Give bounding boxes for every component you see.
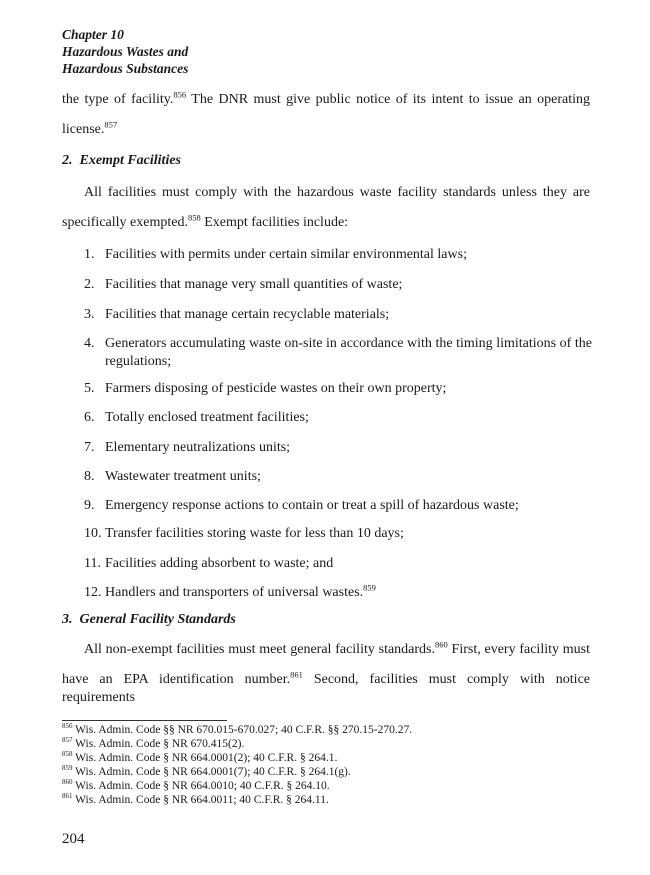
para3-text-d: Second, facilities must comply with notice requirements xyxy=(62,672,590,705)
list-item-number: 1. xyxy=(84,247,95,262)
list-item-text: Facilities that manage certain recyclable materials; xyxy=(105,307,390,322)
section3-number: 3. xyxy=(62,612,73,627)
list-item-number: 10. xyxy=(84,526,102,541)
paragraph-3-line2 xyxy=(62,671,590,707)
list-item-text: Farmers disposing of pesticide wastes on their own property; xyxy=(105,381,447,396)
chapter-header xyxy=(62,26,188,77)
footnote-ref-860[interactable]: 860 xyxy=(435,639,448,650)
paragraph-2-line2 xyxy=(62,214,590,232)
list-item-text: Facilities adding absorbent to waste; and xyxy=(105,556,334,571)
list-item-text: Facilities that manage very small quantities of waste; xyxy=(105,277,403,292)
list-item-text xyxy=(105,584,594,602)
list-item-number: 7. xyxy=(84,440,95,455)
section2-number: 2. xyxy=(62,153,73,168)
para1-text-b: The DNR must give public notice of its intent to issue an operating xyxy=(186,92,590,107)
footnote xyxy=(62,724,412,737)
list-item xyxy=(84,555,594,573)
list-item-text: Elementary neutralizations units; xyxy=(105,440,291,455)
para2-text-b: specifically exempted. xyxy=(62,215,188,230)
list-item-number: 8. xyxy=(84,469,95,484)
list-item-text: Transfer facilities storing waste for less than 10 days; xyxy=(105,526,404,541)
footnote-ref-858[interactable]: 858 xyxy=(187,212,201,223)
section3-title: General Facility Standards xyxy=(79,612,236,627)
section-heading-general-facility-standards xyxy=(62,612,236,628)
chapter-title-line1: Hazardous Wastes and xyxy=(62,44,189,59)
list-item xyxy=(84,335,592,371)
page-number: 204 xyxy=(62,831,85,847)
list-item-number: 3. xyxy=(84,307,95,322)
footnote-number: 861 xyxy=(62,792,73,801)
footnote xyxy=(62,794,329,807)
list-item xyxy=(84,306,594,324)
footnote xyxy=(62,766,351,779)
footnote-number: 858 xyxy=(62,750,73,759)
list-item-text-content: Handlers and transporters of universal wastes. xyxy=(105,585,364,600)
paragraph-3-line1 xyxy=(62,641,590,659)
list-item xyxy=(84,246,594,264)
list-item-text: Emergency response actions to contain or treat a spill of hazardous waste; xyxy=(105,498,519,513)
list-item-number: 12. xyxy=(84,585,102,600)
footnote-text: Wis. Admin. Code § NR 664.0010; 40 C.F.R. § 264.10. xyxy=(72,780,330,792)
list-item-text: Generators accumulating waste on-site in accordance with the timing limitations of the regulations; xyxy=(105,336,592,369)
para1-text-c: license. xyxy=(62,122,105,137)
footnote xyxy=(62,752,337,765)
paragraph-2-line1: All facilities must comply with the hazardous waste facility standards unless they are xyxy=(84,185,590,200)
list-item-text: Wastewater treatment units; xyxy=(105,469,261,484)
list-item xyxy=(84,584,594,602)
footnote-text: Wis. Admin. Code §§ NR 670.015-670.027; 40 C.F.R. §§ 270.15-270.27. xyxy=(72,724,413,736)
list-item xyxy=(84,439,594,457)
list-item-number: 11. xyxy=(84,556,101,571)
section2-title: Exempt Facilities xyxy=(79,153,181,168)
section-heading-exempt-facilities xyxy=(62,153,181,169)
list-item-number: 9. xyxy=(84,498,95,513)
list-item-text: Totally enclosed treatment facilities; xyxy=(105,410,309,425)
footnote-ref-861[interactable]: 861 xyxy=(290,669,303,680)
footnote-number: 860 xyxy=(62,778,73,787)
footnote xyxy=(62,780,330,793)
list-item-number: 4. xyxy=(84,336,95,351)
list-item-number: 5. xyxy=(84,381,95,396)
list-item xyxy=(84,276,594,294)
footnote-number: 856 xyxy=(62,722,73,731)
chapter-number: Chapter 10 xyxy=(62,27,124,42)
chapter-title-line2: Hazardous Substances xyxy=(62,61,189,76)
footnote-number: 859 xyxy=(62,764,73,773)
footnote-ref-857[interactable]: 857 xyxy=(104,119,118,130)
footnote-number: 857 xyxy=(62,736,73,745)
para3-text-b: First, every facility must xyxy=(447,642,590,657)
list-item xyxy=(84,468,594,486)
footnote-text: Wis. Admin. Code § NR 670.415(2). xyxy=(72,738,245,750)
para3-text-c: have an EPA identification number. xyxy=(62,672,291,687)
list-item xyxy=(84,409,594,427)
para1-text-a: the type of facility. xyxy=(62,92,174,107)
para2-text-c: Exempt facilities include: xyxy=(200,215,349,230)
footnote-text: Wis. Admin. Code § NR 664.0011; 40 C.F.R. § 264.11. xyxy=(72,794,329,806)
footnote-text: Wis. Admin. Code § NR 664.0001(7); 40 C.F.R. § 264.1(g). xyxy=(72,766,351,778)
list-item-number: 2. xyxy=(84,277,95,292)
paragraph-1-line1 xyxy=(62,91,590,109)
paragraph-1-line2 xyxy=(62,121,590,139)
footnote-text: Wis. Admin. Code § NR 664.0001(2); 40 C.F.R. § 264.1. xyxy=(72,752,338,764)
list-item xyxy=(84,497,594,515)
list-item-text: Facilities with permits under certain similar environmental laws; xyxy=(105,247,467,262)
list-item xyxy=(84,380,594,398)
footnote xyxy=(62,738,244,751)
footnote-ref-859[interactable]: 859 xyxy=(363,582,376,593)
list-item xyxy=(84,525,594,543)
para3-text-a: All non-exempt facilities must meet general facility standards. xyxy=(84,642,436,657)
footnote-divider xyxy=(62,720,227,721)
footnote-ref-856[interactable]: 856 xyxy=(173,89,187,100)
list-item-number: 6. xyxy=(84,410,95,425)
